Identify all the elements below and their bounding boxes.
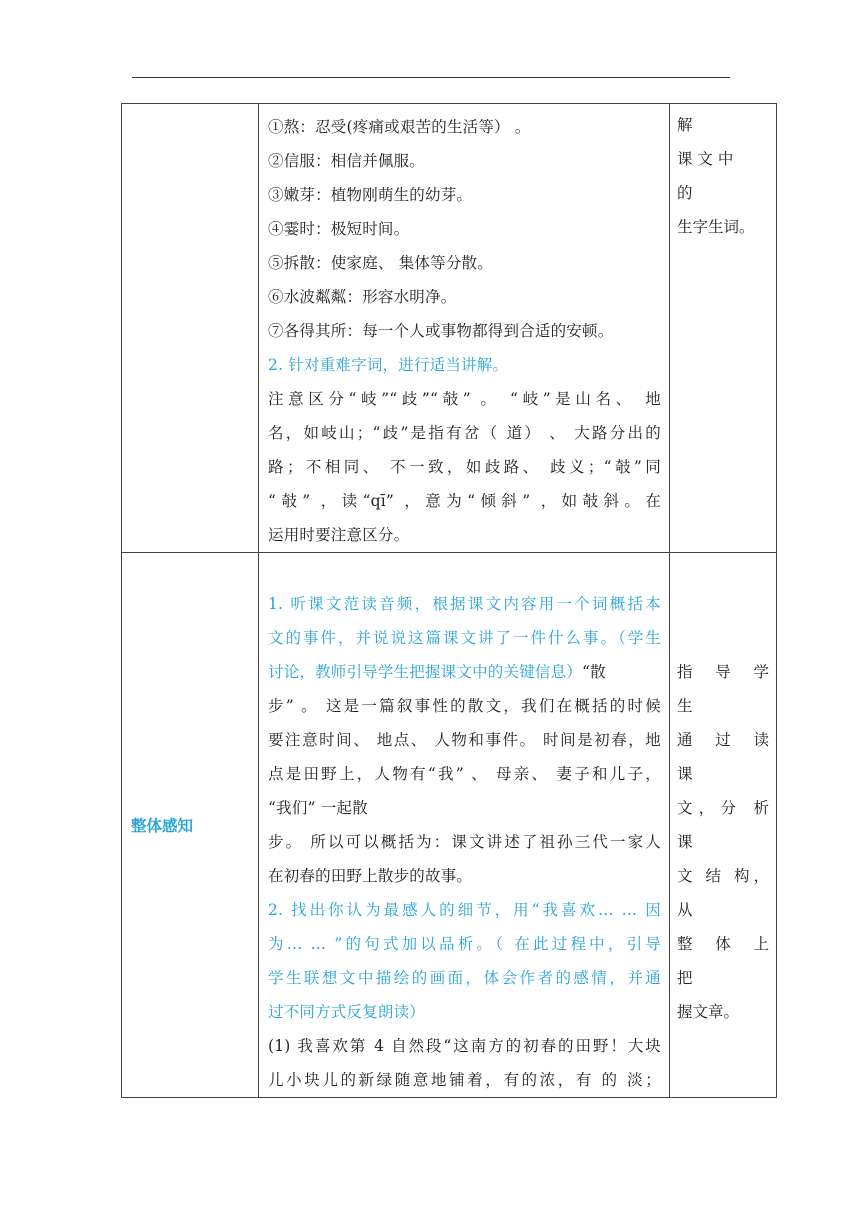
note-line: 文，分 析 [677,799,769,817]
note-line: 从 [677,901,693,919]
vocab-line: ①熬：忍受(疼痛或艰苦的生活等） 。 [268,118,531,136]
content-cell [259,553,670,1098]
step-line: 学生联想文中描绘的画面，体会作者的感情，并通 [268,969,661,987]
note-cell [670,553,777,1098]
note-line: 通 过 读 [677,731,769,749]
note-line: 指 导 学 [677,663,769,681]
vocab-line: ③嫩芽：植物刚萌生的幼芽。 [268,186,473,204]
explain-line: 路；不相同、 不一致，如歧路、 歧义；“攲”同 [268,458,661,476]
answer-line: 在初春的田野上散步的故事。 [268,867,473,885]
note-line: 把 [677,969,693,987]
answer-text: “散 [582,663,606,681]
note-cell [670,104,777,553]
note-line: 课 文 中 [677,150,734,168]
section-cell [122,104,259,553]
step-line: 为… … ”的句式加以品析。（ 在此过程中，引导 [268,935,661,953]
explain-line: “攲” ，读“qī” ，意为“倾斜” ，如攲斜。在 [268,492,661,510]
header-rule [132,77,730,78]
explain-line: 名，如岐山；“歧”是指有岔（ 道） 、 大路分出的 [268,424,661,442]
step-line: 1. 听课文范读音频，根据课文内容用一个词概括本 [268,595,661,613]
table-row [122,104,777,553]
note-line: 握文章。 [677,1003,740,1021]
answer-line: 要注意时间、 地点、 人物和事件。 时间是初春，地 [268,731,661,749]
step-title: 2. 针对重难字词，进行适当讲解。 [268,356,509,374]
section-label: 整体感知 [122,553,259,1098]
step-line: 讨论，教师引导学生把握课文中的关键信息） [268,663,583,681]
answer-line: 点是田野上，人物有“我” 、 母亲、 妻子和儿子， [268,765,661,783]
note-line: 的 [677,184,693,202]
answer-line: 步” 。 这是一篇叙事性的散文，我们在概括的时候 [268,697,661,715]
note-line: 生字生词。 [677,218,755,236]
step-line: 过不同方式反复朗读） [268,1003,426,1021]
quote-line: (1) 我喜欢第 4 自然段“这南方的初春的田野！大块 [268,1037,661,1055]
note-line: 整 体 上 [677,935,769,953]
vocab-line: ⑤拆散：使家庭、 集体等分散。 [268,254,493,272]
note-line: 生 [677,697,693,715]
vocab-line: ⑥水波粼粼：形容水明净。 [268,288,457,306]
vocab-line: ②信服：相信并佩服。 [268,152,426,170]
answer-line: 步。 所以可以概括为：课文讲述了祖孙三代一家人 [268,833,661,851]
explain-line: 注意区分“岐”“歧”“攲” 。 “岐”是山名、 地 [268,390,661,408]
note-line: 课 [677,765,693,783]
note-line: 文 结 构， [677,867,769,885]
step-line: 2. 找出你认为最感人的细节，用“我喜欢… … 因 [268,901,661,919]
lesson-plan-table [121,103,777,1098]
note-line: 课 [677,833,693,851]
answer-line: “我们” 一起散 [268,799,368,817]
vocab-line: ⑦各得其所：每一个人或事物都得到合适的安顿。 [268,322,614,340]
explain-line: 运用时要注意区分。 [268,526,410,544]
quote-line: 儿小块儿的新绿随意地铺着，有的浓，有 的 淡； [268,1071,661,1089]
table-row [122,553,777,1098]
content-cell [259,104,670,553]
note-line: 解 [677,116,693,134]
step-line: 文的事件，并说说这篇课文讲了一件什么事。（学生 [268,629,661,647]
vocab-line: ④霎时：极短时间。 [268,220,410,238]
